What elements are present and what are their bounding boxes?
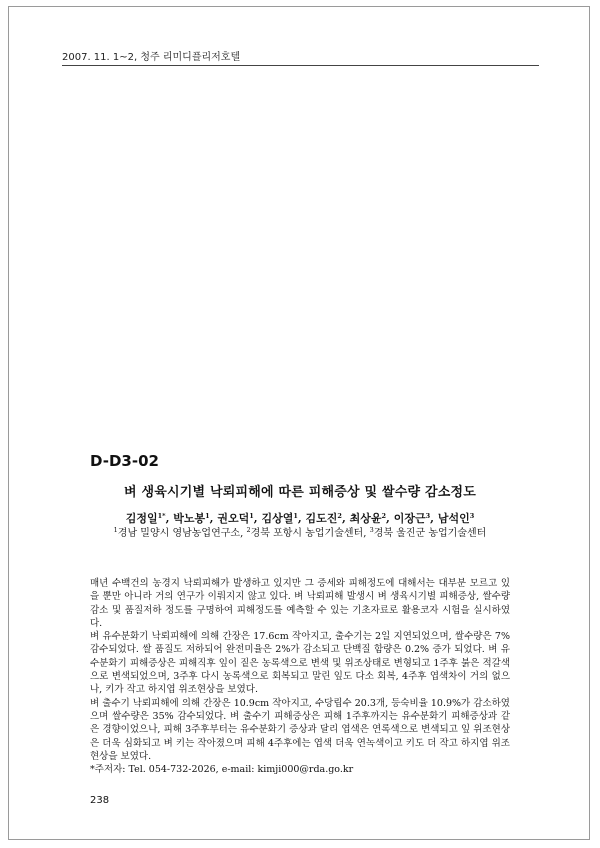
running-header: 2007. 11. 1~2, 청주 리미디플리저호텔	[62, 52, 241, 63]
author: 이장근$^3$,	[393, 512, 438, 525]
author: 박노봉$^1$,	[173, 512, 218, 525]
body-paragraph: 벼 유수분화기 낙뢰피해에 의해 간장은 17.6cm 작아지고, 출수기는 2일 지연되었으며, 쌀수량은 7% 감수되었다. 쌀 품질도 저하되어 완전미율은 2%가 감소되고 단백질 함량은 0.2% 증가 되었다. 벼 유수분화기 피해증상은 피해직후 잎이 짙은 농록색으로 변색 및 위조상태로 변형되고 1주후 붉은 적갈색으로 변색되었으며, 3주후 다시 농록색으로 회복되고 말린 잎도 다소 회복, 4주후 엽색차이 거의 없으나, 키가 작고 하지엽 위조현상을 보였다.	[90, 631, 510, 696]
contact-footnote: *주저자: Tel. 054-732-2026, e-mail: kimji000@rda.go.kr	[90, 764, 354, 776]
paper-title: 벼 생육시기별 낙뢰피해에 따른 피해증상 및 쌀수량 감소정도	[123, 485, 477, 500]
author: 김도진$^2$,	[305, 512, 350, 525]
affiliation: $^3$경북 울진군 농업기술센터	[369, 526, 487, 539]
author: 김정일$^{1*}$,	[125, 512, 174, 525]
author: 최상윤$^2$,	[349, 512, 394, 525]
author: 권오덕$^1$,	[217, 512, 262, 525]
paper-code: D-D3-02	[90, 452, 159, 470]
page-number: 238	[90, 795, 110, 806]
affiliation: $^2$경북 포항시 농업기술센터,	[246, 526, 370, 539]
affiliations	[60, 527, 540, 541]
header-rule	[62, 65, 539, 66]
author-list	[60, 510, 540, 526]
author: 김상열$^1$,	[261, 512, 306, 525]
author: 남석인$^3$	[437, 512, 475, 525]
abstract-body	[90, 577, 510, 776]
affiliation: $^1$경남 밀양시 영남농업연구소,	[113, 526, 247, 539]
body-paragraph: 매년 수백건의 농경지 낙뢰피해가 발생하고 있지만 그 증세와 피해정도에 대해서는 대부분 모르고 있을 뿐만 아니라 거의 연구가 이뤄지지 않고 있다. 벼 낙뢰피해 발생시 벼 생육시기별 피해증상, 쌀수량 감소 및 품질저하 정도를 구명하여 피해정도를 예측할 수 있는 기초자료로 활용코자 시험을 실시하였다.	[90, 578, 510, 629]
body-paragraph: 벼 출수기 낙뢰피해에 의해 간장은 10.9cm 작아지고, 수당립수 20.3개, 등숙비율 10.9%가 감소하였으며 쌀수량은 35% 감수되었다. 벼 출수기 피해증상은 피해 1주후까지는 유수분화기 피해증상과 같은 경향이었으나, 피해 3주후부터는 유수분화기 증상과 달리 엽색은 연록색으로 변색되고 잎 위조현상은 더욱 심화되고 벼 키는 작아졌으며 피해 4주후에는 엽색 더욱 연녹색이고 키도 더 작고 하지엽 위조현상을 보였다.	[90, 697, 510, 762]
